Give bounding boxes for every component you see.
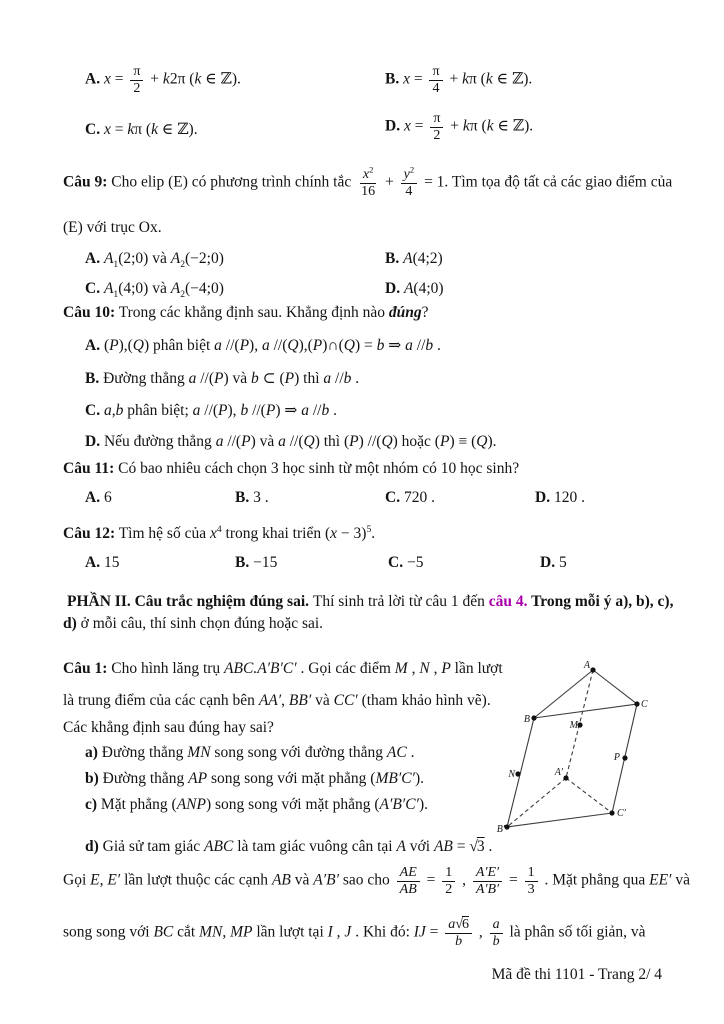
- q12-option-d: D. 5: [540, 554, 567, 571]
- vertex-label: M: [569, 720, 578, 731]
- vertex-dot: [590, 667, 595, 672]
- q8-option-b: B. x = $\frac{\pi}{4}$ + kπ (k ∈ ℤ).: [385, 64, 533, 96]
- q11-option-c: C. 720 .: [385, 489, 435, 506]
- vertex-label: N: [508, 769, 515, 780]
- q8-option-d: D. x = $\frac{\pi}{2}$ + kπ (k ∈ ℤ).: [385, 111, 534, 143]
- p2q1-item-c: c) Mặt phẳng (ANP) song song với mặt phẳng (A′B′C′).: [85, 796, 428, 813]
- vertex-dot: [622, 755, 627, 760]
- vertex-label: C: [641, 699, 648, 710]
- prism-figure: [490, 650, 662, 842]
- vertex-label: B′: [496, 824, 505, 835]
- vertex-dot: [563, 775, 568, 780]
- p2q1-stem-line-2: là trung điểm của các cạnh bên AA′, BB′ và CC′ (tham khảo hình vẽ).: [63, 692, 491, 709]
- q12-option-a: A. 15: [85, 554, 120, 571]
- q11-option-a: A. 6: [85, 489, 112, 506]
- q8-option-c: C. x = kπ (k ∈ ℤ).: [85, 121, 198, 138]
- prism-edge-dashed: [566, 778, 612, 813]
- p2q1-stem-line-1: Câu 1: Cho hình lăng trụ ABC.A′B′C′ . Gọi các điểm M , N , P lần lượt: [63, 660, 503, 677]
- q10-option-c: C. a,b phân biệt; a //(P), b //(P) ⇒ a //b .: [85, 402, 337, 419]
- q12-stem: Câu 12: Tìm hệ số của $x^4$ trong khai triển $(x - 3)^5$.: [63, 523, 376, 542]
- q9-stem-line-1: Câu 9: Cho elip (E) có phương trình chính tắc $\frac{x^2}{16}$ + $\frac{y^2}{4}$ = 1. Tìm tọa độ tất cả các giao điểm của: [63, 164, 673, 199]
- part2-header-line-1: PHẦN II. Câu trắc nghiệm đúng sai. Thí sinh trả lời từ câu 1 đến câu 4. Trong mỗi ý a), b), c),: [67, 593, 674, 610]
- p2q1-item-b: b) Đường thẳng AP song song với mặt phẳng (MB′C′).: [85, 770, 424, 787]
- q10-option-b: B. Đường thẳng a //(P) và b ⊂ (P) thì a //b .: [85, 370, 360, 387]
- q11-option-d: D. 120 .: [535, 489, 585, 506]
- p2q1-stem-line-3: Các khẳng định sau đúng hay sai?: [63, 719, 274, 736]
- q10-stem: Câu 10: Trong các khẳng định sau. Khẳng định nào đúng?: [63, 304, 429, 321]
- vertex-label: P: [613, 752, 620, 763]
- vertex-label: C′: [617, 808, 626, 819]
- prism-edge-solid: [593, 670, 637, 704]
- q12-option-b: B. −15: [235, 554, 278, 571]
- q12-option-c: C. −5: [388, 554, 424, 571]
- q9-option-b: B. A(4;2): [385, 250, 443, 267]
- vertex-dot: [577, 722, 582, 727]
- vertex-dot: [515, 771, 520, 776]
- q8-option-a: A. x = $\frac{\pi}{2}$ + k2π (k ∈ ℤ).: [85, 64, 241, 96]
- q9-option-a: A. $A_1(2;0)$ và $A_2(-2;0)$: [85, 250, 224, 271]
- part2-header-line-2: d) ở mỗi câu, thí sinh chọn đúng hoặc sai.: [63, 615, 324, 632]
- vertex-label: A: [583, 660, 590, 671]
- vertex-dot: [609, 810, 614, 815]
- p2q1-text-line-2: song song với BC cắt MN, MP lần lượt tại I , J . Khi đó: IJ = $\frac{a√6}{b}$ , $\frac{a}{b}$ là phân số tối giản, và: [63, 917, 646, 949]
- page-footer: Mã đề thi 1101 - Trang 2/ 4: [491, 966, 662, 983]
- q10-option-d: D. Nếu đường thẳng a //(P) và a //(Q) thì (P) //(Q) hoặc (P) ≡ (Q).: [85, 433, 497, 450]
- q11-option-b: B. 3 .: [235, 489, 269, 506]
- p2q1-item-a: a) Đường thẳng MN song song với đường thẳng AC .: [85, 744, 415, 761]
- q9-option-c: C. $A_1(4;0)$ và $A_2(-4;0)$: [85, 280, 224, 301]
- p2q1-text-line-1: Gọi E, E′ lần lượt thuộc các cạnh AB và A′B′ sao cho $\frac{AE}{AB}$ = $\frac{1}{2}$ , $\frac{A'E'}{A'B'}$ = $\frac{1}{3}$ . Mặt phẳng qua EE′ và: [63, 865, 690, 897]
- vertex-label: A′: [554, 767, 563, 778]
- vertex-label: B: [523, 714, 530, 725]
- q9-stem-line-2: (E) với trục Ox.: [63, 219, 162, 236]
- q11-stem: Câu 11: Có bao nhiêu cách chọn 3 học sinh từ một nhóm có 10 học sinh?: [63, 460, 520, 477]
- vertex-dot: [504, 824, 509, 829]
- q9-option-d: D. A(4;0): [385, 280, 444, 297]
- prism-edge-dashed: [507, 778, 566, 827]
- prism-edge-solid: [507, 813, 612, 827]
- q10-option-a: A. (P),(Q) phân biệt a //(P), a //(Q),(P)∩(Q) = b ⇒ a //b .: [85, 337, 441, 354]
- p2q1-item-d: d) Giả sử tam giác ABC là tam giác vuông cân tại A với AB = √3 .: [85, 838, 493, 855]
- vertex-dot: [531, 715, 536, 720]
- vertex-dot: [634, 701, 639, 706]
